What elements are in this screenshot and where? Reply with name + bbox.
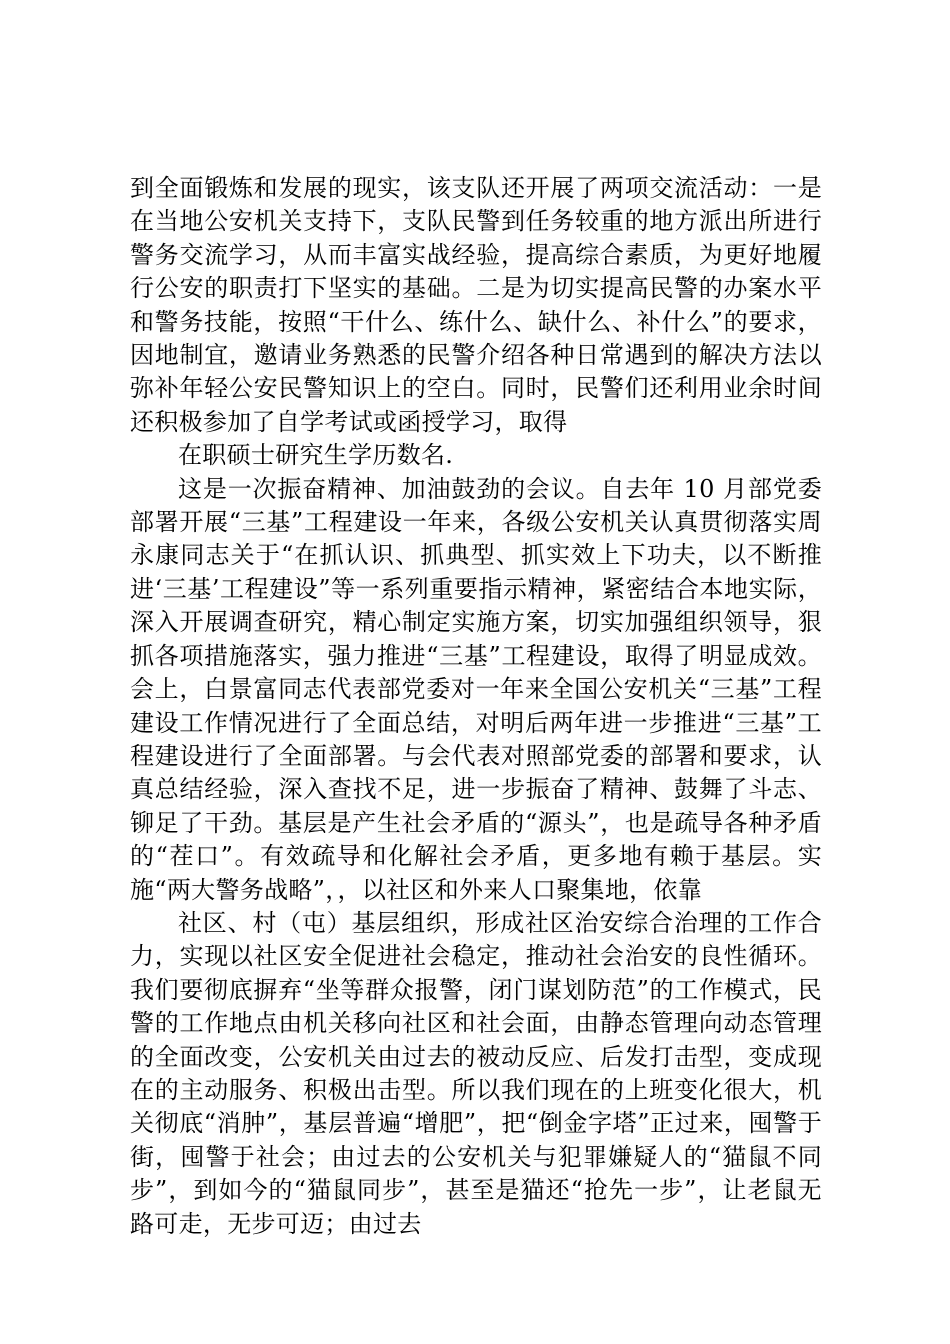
document-body — [130, 172, 822, 1241]
paragraph-3: 这是一次振奋精神、加油鼓劲的会议。自去年 10 月部党委部署开展“三基”工程建设一年来，各级公安机关认真贯彻落实周永康同志关于“在抓认识、抓典型、抓实效上下功夫，以不断推进‘三基’工程建设”等一系列重要指示精神，紧密结合本地实际，深入开展调查研究，精心制定实施方案，切实加强组织领导，狠抓各项措施落实，强力推进“三基”工程建设，取得了明显成效。会上，白景富同志代表部党委对一年来全国公安机关“三基”工程建设工作情况进行了全面总结，对明后两年进一步推进“三基”工程建设进行了全面部署。与会代表对照部党委的部署和要求，认真总结经验，深入查找不足，进一步振奋了精神、鼓舞了斗志、铆足了干劲。基层是产生社会矛盾的“源头”，也是疏导各种矛盾的“茬口”。有效疏导和化解社会矛盾，更多地有赖于基层。实施“两大警务战略”，，以社区和外来人口聚集地，依靠 — [130, 474, 822, 904]
paragraph-4: 社区、村（屯）基层组织，形成社区治安综合治理的工作合力，实现以社区安全促进社会稳定，推动社会治安的良性循环。我们要彻底摒弃“坐等群众报警，闭门谋划防范”的工作模式，民警的工作地点由机关移向社区和社会面，由静态管理向动态管理的全面改变，公安机关由过去的被动反应、后发打击型，变成现在的主动服务、积极出击型。所以我们现在的上班变化很大，机关彻底“消肿”，基层普遍“增肥”，把“倒金字塔”正过来，囤警于街，囤警于社会；由过去的公安机关与犯罪嫌疑人的“猫鼠不同步”，到如今的“猫鼠同步”，甚至是猫还“抢先一步”，让老鼠无路可走，无步可迈；由过去 — [130, 908, 822, 1238]
paragraph-2: 在职硕士研究生学历数名. — [178, 441, 454, 470]
paragraph-1: 到全面锻炼和发展的现实，该支队还开展了两项交流活动：一是在当地公安机关支持下，支队民警到任务较重的地方派出所进行警务交流学习，从而丰富实战经验，提高综合素质，为更好地履行公安的职责打下坚实的基础。二是为切实提高民警的办案水平和警务技能，按照“干什么、练什么、缺什么、补什么”的要求，因地制宜，邀请业务熟悉的民警介绍各种日常遇到的解决方法以弥补年轻公安民警知识上的空白。同时，民警们还利用业余时间还积极参加了自学考试或函授学习，取得 — [130, 174, 822, 436]
